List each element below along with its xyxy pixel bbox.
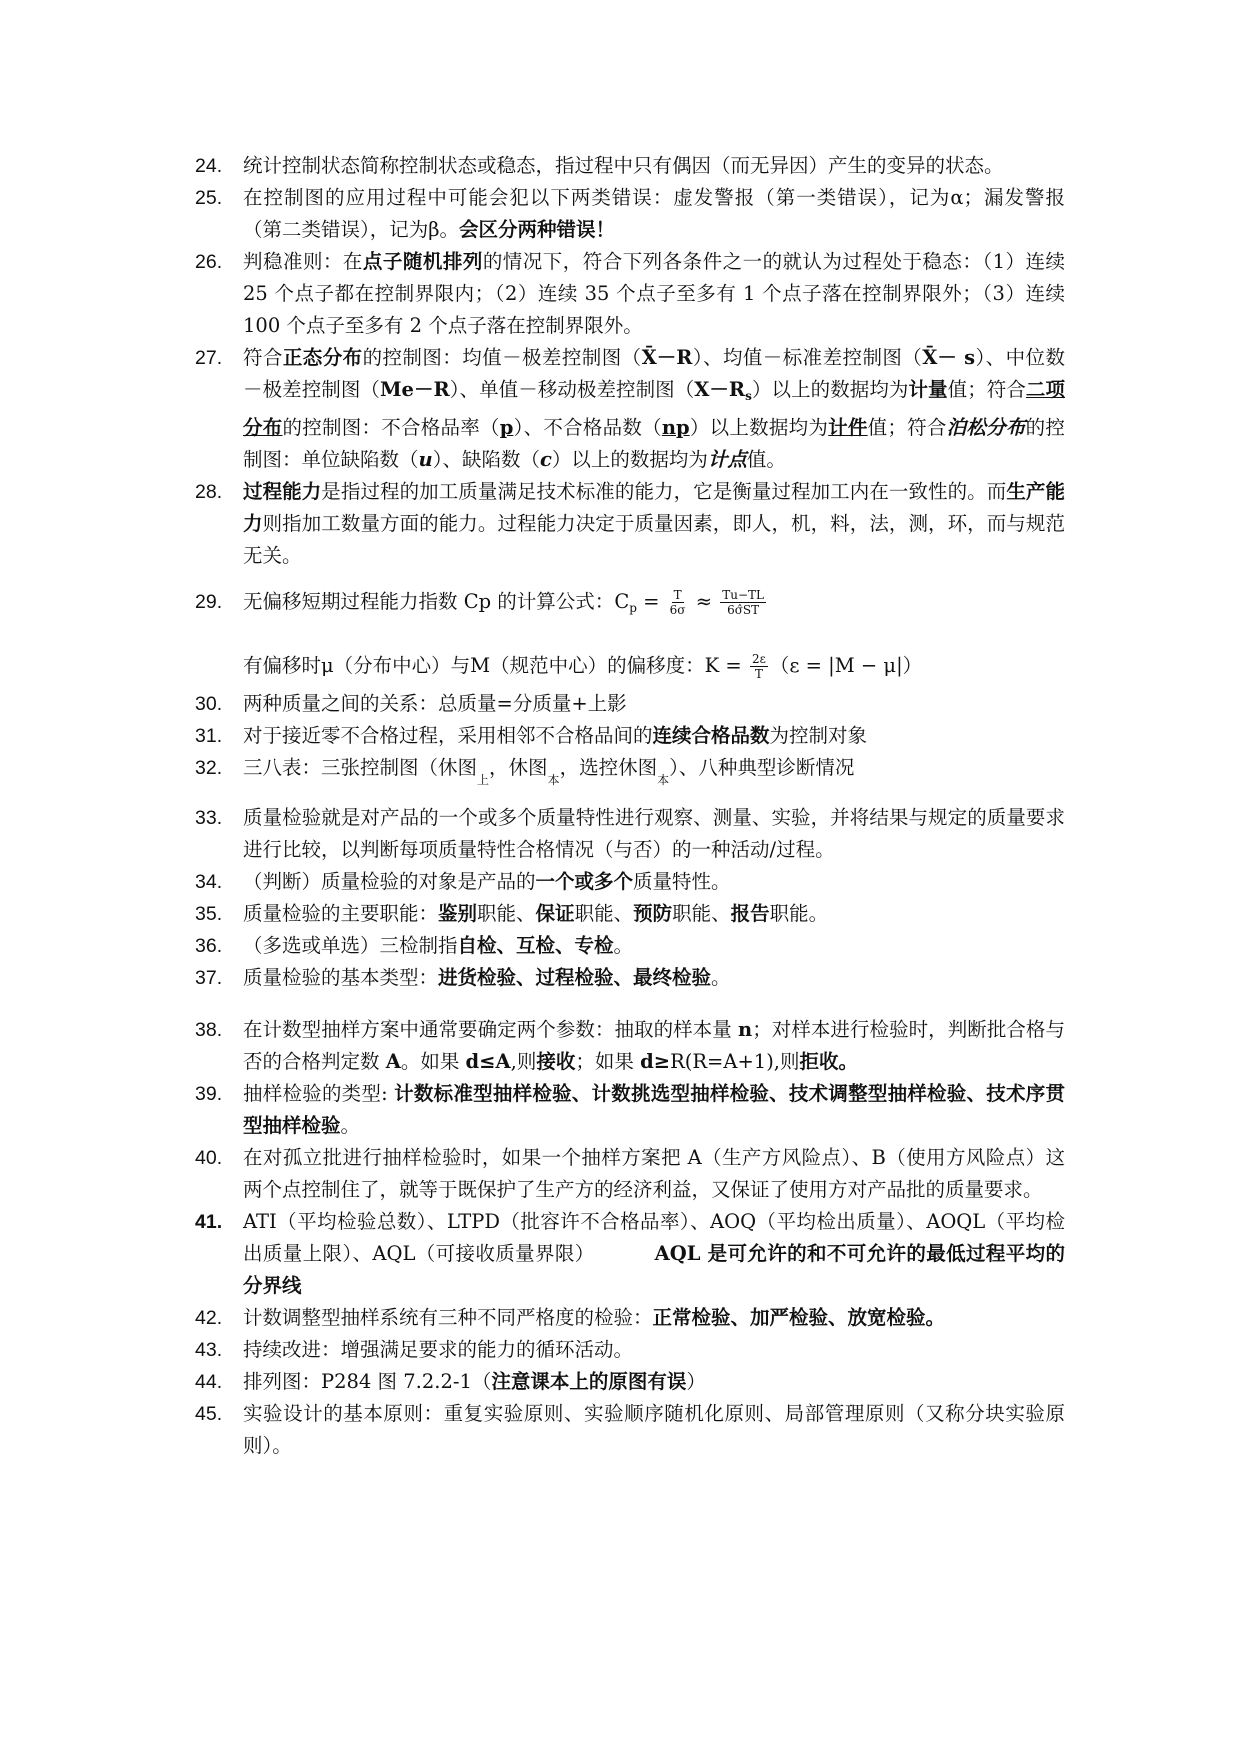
text-run: 符合	[243, 346, 283, 369]
list-item	[195, 1398, 1065, 1462]
text-run: 的控制图：不合格品率（	[282, 416, 500, 439]
text-run: 的情况下，符合下列各条件之一的就认为过程处于稳态：（1）连续 25 个点子都在控制界限内；（2）连续 35 个点子至多有 1 个点子落在控制界限外；（3）连续 100 个点子至多有 2 个点子落在控制界限外。	[243, 250, 1065, 337]
item-text	[243, 898, 1065, 930]
text-run: ；对样本进行检验时，判断批合格与否的合格判定数	[243, 1018, 1065, 1073]
text-run: ）、不合格品数（	[513, 416, 662, 439]
text-run: 质量检验的基本类型：	[243, 966, 439, 989]
numerator: T	[673, 588, 682, 602]
bold-text: 一个或多个	[535, 870, 634, 893]
subscript: 本	[547, 773, 560, 787]
item-text	[243, 1078, 1065, 1142]
formula-symbol: C	[614, 590, 630, 613]
bold-text: AQL 是可允许的和不可允许的最低过程平均的分界线	[243, 1242, 1065, 1297]
bold-italic-text: 计点	[707, 448, 747, 471]
item-number: 39.	[195, 1083, 223, 1105]
list-item	[195, 586, 1065, 682]
item-number: 44.	[195, 1371, 223, 1393]
item-text	[243, 342, 1065, 476]
subscript: 本	[657, 773, 670, 787]
item-number: 25.	[195, 187, 223, 209]
chart-symbol: p	[499, 416, 514, 439]
bold-text: 自检、互检、专检	[457, 934, 614, 957]
formula-symbol: K =	[704, 654, 748, 677]
subscript: 上	[477, 773, 490, 787]
text-run: 职能、	[672, 902, 731, 925]
chart-symbol: np	[661, 416, 690, 439]
text-run: 对于接近零不合格过程，采用相邻不合格品间的	[243, 724, 653, 747]
item-number: 40.	[195, 1147, 223, 1169]
item-text	[243, 1014, 1065, 1078]
text-run: 值。	[746, 448, 786, 471]
item-text: 两种质量之间的关系：总质量=分质量+上影	[243, 692, 627, 715]
item-number: 24.	[195, 155, 223, 177]
text-run: （判断）质量检验的对象是产品的	[243, 870, 536, 893]
list-item	[195, 866, 1065, 898]
item-number: 29.	[195, 591, 223, 613]
text-run: 质量特性。	[633, 870, 731, 893]
bold-text: d≤A	[465, 1050, 511, 1073]
bold-italic-text: 泊松分布	[946, 416, 1026, 439]
text-run: 在计数型抽样方案中通常要确定两个参数：抽取的样本量	[243, 1018, 739, 1041]
formula-operator: ≈	[689, 590, 719, 613]
text-run: 排列图：P284 图 7.2.2-1（	[243, 1370, 492, 1393]
denominator: T	[754, 667, 763, 681]
chart-symbol: c	[539, 448, 552, 471]
bold-text: 报告	[730, 902, 770, 925]
list-item	[195, 1014, 1065, 1078]
bold-text: 正常检验、加严检验、放宽检验。	[652, 1306, 946, 1329]
numerator: 2ε	[751, 652, 766, 666]
chart-symbol: X̄－ s	[922, 346, 976, 369]
item-number: 35.	[195, 903, 223, 925]
bold-text: 过程能力	[243, 480, 322, 503]
item-text	[243, 1366, 1065, 1398]
bold-text: 预防	[633, 902, 673, 925]
item-number: 43.	[195, 1339, 223, 1361]
bold-underline-text: 计件	[828, 416, 868, 439]
bold-text: 鉴别	[438, 902, 478, 925]
bold-text: 计数标准型抽样检验、计数挑选型抽样检验、技术调整型抽样检验、技术序贯型抽样检验	[243, 1082, 1065, 1137]
denominator: 6σ̂ST	[727, 603, 760, 617]
list-item	[195, 182, 1065, 246]
formula-text: （ε = |M − μ|）	[769, 654, 923, 677]
fraction	[720, 588, 766, 617]
item-text	[243, 246, 1065, 342]
item-text: 质量检验就是对产品的一个或多个质量特性进行观察、测量、实验，并将结果与规定的质量要求进行比较，以判断每项质量特性合格情况（与否）的一种活动/过程。	[243, 806, 1065, 861]
text-run: 的控制图：均值－极差控制图（	[362, 346, 642, 369]
text-run: 判稳准则：在	[243, 250, 363, 273]
item-number: 32.	[195, 757, 223, 779]
bold-text: 接收	[536, 1050, 576, 1073]
bold-underline-text: 二项分布	[243, 378, 1065, 439]
text-run: 。	[613, 934, 634, 957]
bold-text: d≥	[640, 1050, 671, 1073]
item-text	[243, 752, 1065, 796]
denominator: 6σ	[669, 603, 686, 617]
item-text: 统计控制状态简称控制状态或稳态，指过程中只有偶因（而无异因）产生的变异的状态。	[243, 154, 1004, 177]
item-text	[243, 1302, 1065, 1334]
formula-operator: =	[636, 590, 666, 613]
item-number: 27.	[195, 347, 223, 369]
bold-text: 连续合格品数	[652, 724, 770, 747]
item-number: 26.	[195, 251, 223, 273]
text-run: ，休图	[489, 756, 548, 779]
subscript: s	[745, 389, 752, 403]
item-text: 在对孤立批进行抽样检验时，如果一个抽样方案把 A（生产方风险点）、B（使用方风险点）这两个点控制住了，就等于既保护了生产方的经济利益，又保证了使用方对产品批的质量要求。	[243, 1146, 1065, 1201]
text-run: 三八表：三张控制图（休图	[243, 756, 478, 779]
list-item	[195, 1206, 1065, 1302]
subscript: p	[629, 601, 637, 615]
chart-symbol: X̄－R	[641, 346, 693, 369]
text-run: ）以上数据均为	[689, 416, 829, 439]
bold-text: 正态分布	[282, 346, 363, 369]
bold-text: 拒收。	[799, 1050, 859, 1073]
item-number: 45.	[195, 1403, 223, 1425]
item-number: 38.	[195, 1019, 223, 1041]
text-run: 无偏移短期过程能力指数 Cp 的计算公式：	[243, 590, 615, 613]
chart-symbol: Me－R	[379, 378, 450, 401]
list-item	[195, 1302, 1065, 1334]
text-run: 为控制对象	[769, 724, 868, 747]
text-run: （多选或单选）三检制指	[243, 934, 458, 957]
text-run: 是指过程的加工质量满足技术标准的能力，它是衡量过程加工内在一致性的。而	[321, 480, 1007, 503]
text-run: ）、均值－标准差控制图（	[692, 346, 923, 369]
bold-text: 进货检验、过程检验、最终检验	[438, 966, 712, 989]
list-item	[195, 1078, 1065, 1142]
text-run: ATI（平均检验总数）、LTPD（批容许不合格品率）、AOQ（平均检出质量）、AOQL（平均检出质量上限）、AQL（可接收质量界限）	[243, 1210, 1065, 1265]
list-item	[195, 1366, 1065, 1398]
text-run: ，选控休图	[559, 756, 658, 779]
offset-line	[243, 650, 1065, 682]
list-item	[195, 1142, 1065, 1206]
numerator: Tu−TL	[722, 588, 765, 602]
item-text	[243, 962, 1065, 994]
item-text	[243, 182, 1065, 246]
text-run: ）以上的数据均为	[751, 378, 909, 401]
bold-text: A	[385, 1050, 401, 1073]
text-run: ）	[686, 1370, 706, 1393]
item-text: 持续改进：增强满足要求的能力的循环活动。	[243, 1338, 634, 1361]
text-run: ）以上的数据均为	[551, 448, 708, 471]
chart-symbol: u	[418, 448, 433, 471]
text-run: 。	[340, 1114, 361, 1137]
fraction	[668, 588, 688, 617]
item-number: 33.	[195, 807, 223, 829]
text-run: 有偏移时μ（分布中心）与M（规范中心）的偏移度：	[243, 654, 705, 677]
text-run: ；如果	[575, 1050, 641, 1073]
item-text	[243, 720, 1065, 752]
item-text	[243, 586, 1065, 682]
item-text	[243, 930, 1065, 962]
bold-text: n	[738, 1018, 753, 1041]
item-text	[243, 476, 1065, 572]
text-run: 。	[711, 966, 731, 989]
text-run: 值；符合	[947, 378, 1026, 401]
item-number: 30.	[195, 693, 223, 715]
text-run: R(R=A+1),则	[670, 1050, 800, 1073]
item-number: 34.	[195, 871, 223, 893]
item-text: 实验设计的基本原则：重复实验原则、实验顺序随机化原则、局部管理原则（又称分块实验原则）。	[243, 1402, 1065, 1457]
item-number: 36.	[195, 935, 223, 957]
text-run: 职能。	[769, 902, 829, 925]
bold-text: 会区分两种错误！	[459, 218, 616, 241]
formula-cp	[614, 588, 768, 617]
text-run: 抽样检验的类型:	[243, 1082, 395, 1105]
text-run: ）、单值－移动极差控制图（	[449, 378, 695, 401]
item-text	[243, 1206, 1065, 1302]
list-item	[195, 930, 1065, 962]
text-run: ）、中位数－极差控制图（	[243, 346, 1065, 401]
list-item	[195, 150, 1065, 182]
text-run: 则指加工数量方面的能力。过程能力决定于质量因素，即人，机，料，法，测，环，而与规范无关。	[243, 512, 1065, 567]
list-item	[195, 962, 1065, 994]
text-run: 值；符合	[867, 416, 947, 439]
bold-text: 点子随机排列	[362, 250, 483, 273]
item-number: 42.	[195, 1307, 223, 1329]
text-run: 质量检验的主要职能：	[243, 902, 439, 925]
bold-text: 计量	[908, 378, 948, 401]
list-item	[195, 720, 1065, 752]
item-number: 28.	[195, 481, 223, 503]
item-text	[243, 866, 1065, 898]
fraction	[750, 652, 768, 681]
bold-text: 保证	[535, 902, 575, 925]
item-number: 37.	[195, 967, 223, 989]
list-item	[195, 802, 1065, 866]
text-run: ）、缺陷数（	[432, 448, 540, 471]
list-item	[195, 246, 1065, 342]
text-run: ）、八种典型诊断情况	[669, 756, 855, 779]
list-item	[195, 752, 1065, 796]
text-run: 职能、	[574, 902, 634, 925]
document-page	[195, 150, 1065, 1462]
text-run: 。如果	[400, 1050, 466, 1073]
chart-symbol: X－R	[694, 378, 746, 401]
list-item	[195, 1334, 1065, 1366]
text-run: 职能、	[477, 902, 536, 925]
item-number: 31.	[195, 725, 223, 747]
bold-text: 生产能力	[243, 480, 1065, 535]
bold-text: 注意课本上的原图有误	[491, 1370, 687, 1393]
text-run: 在控制图的应用过程中可能会犯以下两类错误：虚发警报（第一类错误），记为α；漏发警报（第二类错误），记为β。	[243, 186, 1065, 241]
item-number: 41.	[195, 1211, 223, 1233]
text-run: 计数调整型抽样系统有三种不同严格度的检验：	[243, 1306, 653, 1329]
list-item	[195, 688, 1065, 720]
list-item	[195, 476, 1065, 572]
text-run: 的控制图：单位缺陷数（	[243, 416, 1065, 471]
text-run: ,则	[510, 1050, 537, 1073]
list-item	[195, 898, 1065, 930]
list-item	[195, 342, 1065, 476]
